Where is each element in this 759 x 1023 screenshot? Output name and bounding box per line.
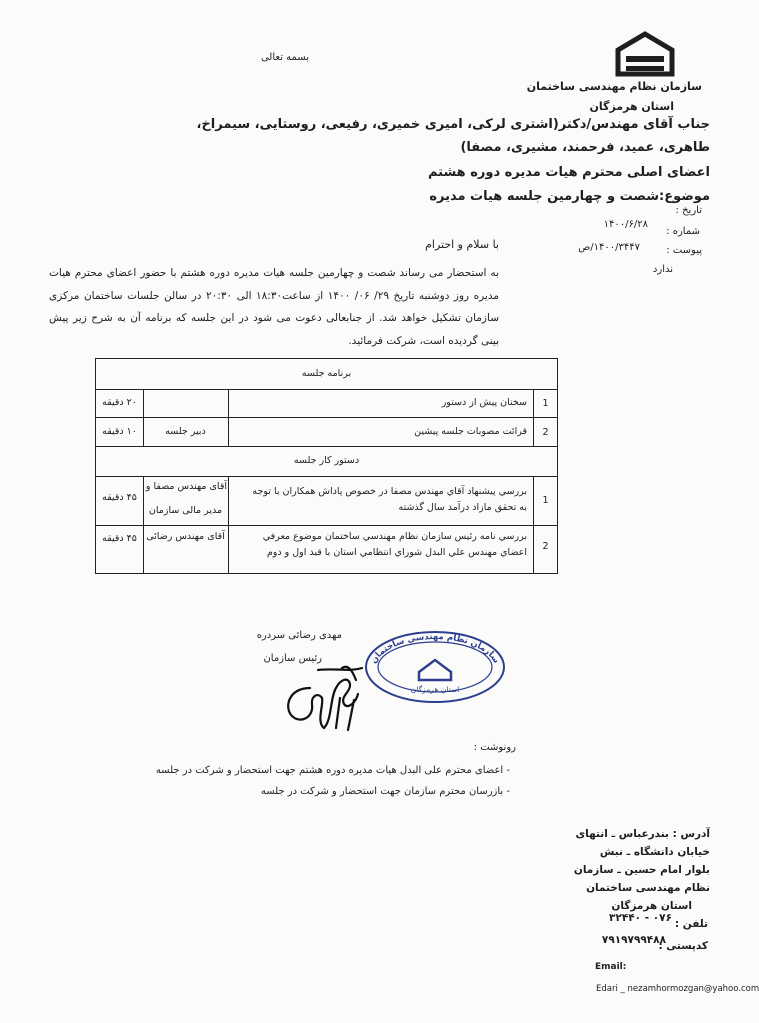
postal-code-label: کدپستی : bbox=[658, 940, 708, 952]
agenda-section-title: برنامه جلسه bbox=[301, 368, 352, 379]
email-label: Email: bbox=[595, 962, 627, 972]
address-line: خیابان دانشگاه ـ نبش bbox=[599, 846, 710, 858]
row-topic: قرائت مصوبات جلسه پیشین bbox=[414, 426, 527, 437]
copies-item: - اعضای محترم علی البدل هیات مدیره دوره هشتم جهت استحضار و شرکت در جلسه bbox=[155, 765, 510, 776]
address-line: بلوار امام حسین ـ سازمان bbox=[573, 864, 710, 876]
row-duration: ۱۰ دقیقه bbox=[102, 426, 137, 437]
row-topic-line2: به تحقق مازاد درآمد سال گذشته bbox=[398, 502, 527, 513]
attachment-label: پیوست : bbox=[666, 245, 702, 256]
row-number: 1 bbox=[542, 398, 549, 409]
date-label: تاریخ : bbox=[675, 205, 702, 216]
org-province: استان هرمزگان bbox=[589, 100, 674, 113]
org-name: سازمان نظام مهندسی ساختمان bbox=[526, 80, 702, 93]
number-label: شماره : bbox=[666, 226, 700, 237]
postal-code: ۷۹۱۹۷۹۹۴۸۸ bbox=[601, 934, 666, 946]
phone-label: تلفن : bbox=[674, 918, 708, 930]
signer-name: مهدی رضائی سردره bbox=[256, 630, 342, 641]
organization-logo bbox=[612, 30, 678, 78]
body-text: به استحضار می رساند شصت و چهارمین جلسه هیات مدیره دوره هشتم با حضور اعضای محترم هیات مدیره روز دوشنبه تاریخ ۲۹/ ۰۶/ ۱۴۰۰ از ساعت۱۸:۳۰ الی ۲۰:۳۰ در سالن جلسات ساختمان مرکزی سازمان تشکیل خواهد شد. از جنابعالی دعوت می شود در این جلسه که برنامه آن به شرح زیر پیش بینی گردیده است، شرکت فرمائید. bbox=[49, 267, 499, 347]
row-topic-line1: بررسي نامه رئيس سازمان نظام مهندسي ساختمان موضوع معرفي bbox=[262, 531, 527, 542]
row-topic-line1: بررسي پيشنهاد آقاي مهندس مصفا در خصوص پاداش همکاران با توجه bbox=[252, 486, 527, 497]
row-number: 2 bbox=[542, 427, 549, 438]
attachment-value: ۱۴۰۰/۳۴۴۷/ص bbox=[578, 242, 640, 253]
row-presenter-line2: مدیر مالی سازمان bbox=[148, 505, 223, 516]
row-number: 1 bbox=[542, 495, 549, 506]
address-line: نظام مهندسی ساختمان bbox=[586, 882, 710, 894]
agenda-table bbox=[95, 358, 558, 574]
row-presenter: دبیر جلسه bbox=[165, 426, 206, 437]
recipients-line-1: جناب آقای مهندس/دکتر(اشتری لرکی، امیری خمیری، رفیعی، روستایی، سیمراخ، bbox=[196, 117, 710, 132]
recipients-line-2: طاهری، عمید، فرحمند، مشیری، مصفا) bbox=[460, 140, 710, 155]
email-address: Edari _ nezamhormozgan@yahoo.com bbox=[596, 984, 759, 994]
row-duration: ۴۵ دقیقه bbox=[102, 492, 137, 503]
row-duration: ۲۰ دقیقه bbox=[102, 397, 137, 408]
row-duration: ۴۵ دقیقه bbox=[102, 533, 137, 544]
seal-logo-icon bbox=[419, 660, 451, 680]
seal-text-top: سازمان نظام مهندسی ساختمان bbox=[368, 632, 502, 666]
address-line: آدرس : بندرعباس ـ انتهای bbox=[575, 828, 710, 840]
signer-title: رئیس سازمان bbox=[263, 653, 322, 664]
bismillah: بسمه تعالی bbox=[260, 52, 309, 63]
row-topic-line2: اعضاي مهندس علي البدل شوراي انتظامي استان با قيد اول و دوم bbox=[266, 547, 527, 558]
row-topic: سخنان پیش از دستور bbox=[441, 397, 527, 408]
seal-stamp bbox=[364, 630, 506, 704]
recipients-line-3: اعضای اصلی محترم هیات مدیره دوره هشتم bbox=[427, 165, 710, 180]
row-presenter-line1: آقای مهندس مصفا و bbox=[145, 481, 227, 492]
attachment-value-2: ندارد bbox=[652, 264, 673, 275]
row-presenter: آقای مهندس رضائی bbox=[146, 531, 225, 542]
copies-label: رونوشت : bbox=[473, 742, 516, 753]
number-value: ۱۴۰۰/۶/۲۸ bbox=[603, 219, 648, 230]
row-number: 2 bbox=[542, 541, 549, 552]
copies-item: - بازرسان محترم سازمان جهت استحضار و شرکت در جلسه bbox=[260, 786, 510, 797]
greeting: با سلام و احترام bbox=[425, 238, 499, 251]
seal-text-bottom: استان هرمزگان bbox=[410, 685, 460, 694]
handwritten-signature bbox=[278, 658, 370, 732]
subject-line: موضوع:شصت و چهارمین جلسه هیات مدیره bbox=[429, 189, 710, 204]
agenda-section-title: دستور کار جلسه bbox=[293, 455, 360, 466]
phone-number: ۰۷۶ - ۳۲۴۴۰ bbox=[609, 912, 672, 924]
address-line: استان هرمزگان bbox=[611, 900, 692, 912]
